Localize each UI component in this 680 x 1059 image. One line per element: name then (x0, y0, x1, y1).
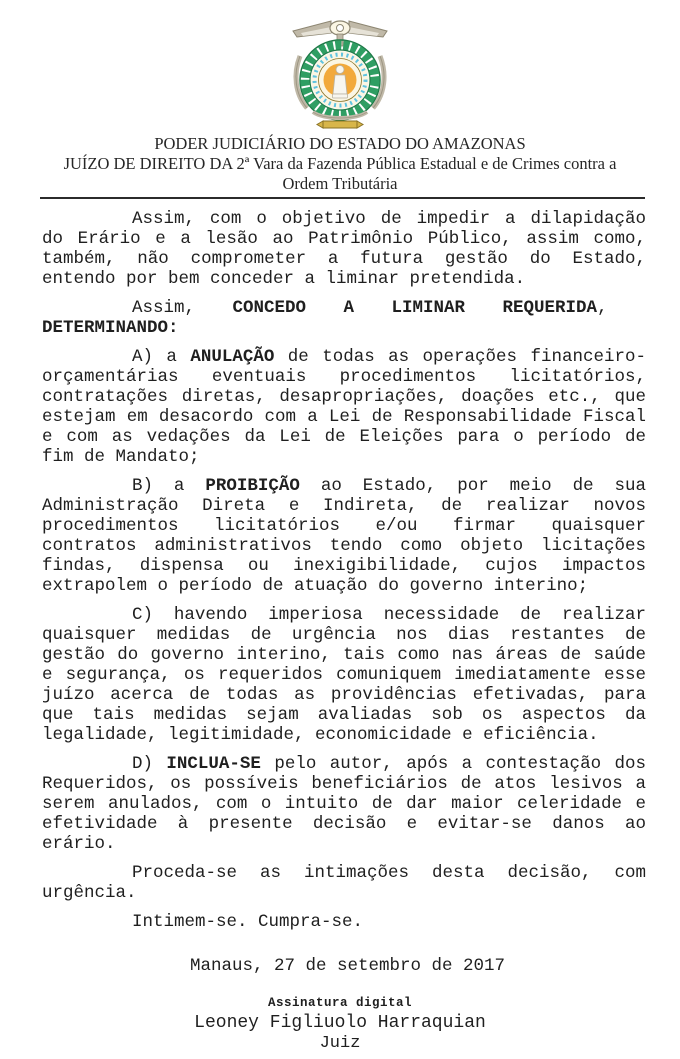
text-segment-bold: INCLUA-SE (166, 754, 261, 774)
header-line-1: PODER JUDICIÁRIO DO ESTADO DO AMAZONAS (154, 134, 526, 153)
court-header (0, 134, 680, 194)
header-line-2: JUÍZO DE DIREITO DA 2ª Vara da Fazenda Pública Estadual e de Crimes contra a (63, 154, 617, 173)
text-segment: C) havendo imperiosa necessidade de realizar quaisquer medidas de urgência nos dias restantes de gestão do governo interino, tais como nas áreas de saúde e segurança, os requeridos comuniquem imediatamente esse juízo acerca de todas as providências efetivadas, para que tais medidas sejam avaliadas sob os aspectos da legalidade, legitimidade, economicidade e eficiência. (42, 605, 646, 745)
paragraph (42, 209, 646, 289)
paragraph (42, 298, 646, 338)
paragraph (42, 476, 646, 596)
paragraph (42, 754, 646, 854)
text-segment: Intimem-se. Cumpra-se. (132, 912, 364, 932)
text-segment: de todas as operações financeiro-orçamentárias eventuais procedimentos licitatórios, contratações diretas, desapropriações, doações etc., que estejam em desacordo com a Lei de Responsabilidade Fiscal e com as vedações da Lei de Eleições para o período de fim de Mandato; (42, 347, 646, 467)
date-line: Manaus, 27 de setembro de 2017 (190, 956, 506, 976)
paragraph (42, 912, 646, 932)
text-segment-bold: CONCEDO A LIMINAR REQUERIDA (232, 298, 598, 318)
header-line-3: Ordem Tributária (282, 174, 398, 193)
coat-of-arms (0, 0, 680, 130)
text-segment: , (597, 298, 608, 318)
signature-label: Assinatura digital (267, 996, 413, 1010)
text-segment-bold: ANULAÇÃO (190, 347, 275, 367)
text-segment: D) (132, 754, 167, 774)
text-segment: A) a (132, 347, 191, 367)
coat-of-arms-icon (287, 16, 393, 130)
text-segment: Proceda-se as intimações desta decisão, com urgência. (42, 863, 646, 903)
text-segment: pelo autor, após a contestação dos Requeridos, os possíveis beneficiários de atos lesivos a serem anulados, com o intuito de dar maior celeridade e efetividade à presente decisão e evitar-se danos ao erário. (42, 754, 646, 854)
text-segment: Assim, (132, 298, 233, 318)
text-segment-bold: PROIBIÇÃO (205, 476, 300, 496)
text-segment: ao Estado, por meio de sua Administração Direta e Indireta, de realizar novos procedimentos licitatórios e/ou firmar quaisquer contratos administrativos tendo como objeto licitações findas, dispensa ou inexigibilidade, cujos impactos extrapolem o período de atuação do governo interino; (42, 476, 647, 596)
paragraph (42, 347, 646, 467)
signature-name: Leoney Figliuolo Harraquian (194, 1013, 486, 1033)
document-body (42, 209, 646, 932)
header-divider (40, 197, 645, 199)
paragraph (42, 863, 646, 903)
signature-title: Juiz (319, 1034, 361, 1053)
text-segment: B) a (132, 476, 206, 496)
text-segment: Assim, com o objetivo de impedir a dilapidação do Erário e a lesão ao Patrimônio Público, assim como, também, não comprometer a futura gestão do Estado, entendo por bem conceder a liminar pretendida. (42, 209, 646, 289)
paragraph (42, 605, 646, 745)
text-segment-bold: DETERMINANDO: (42, 318, 179, 338)
signature-block (0, 996, 680, 1054)
